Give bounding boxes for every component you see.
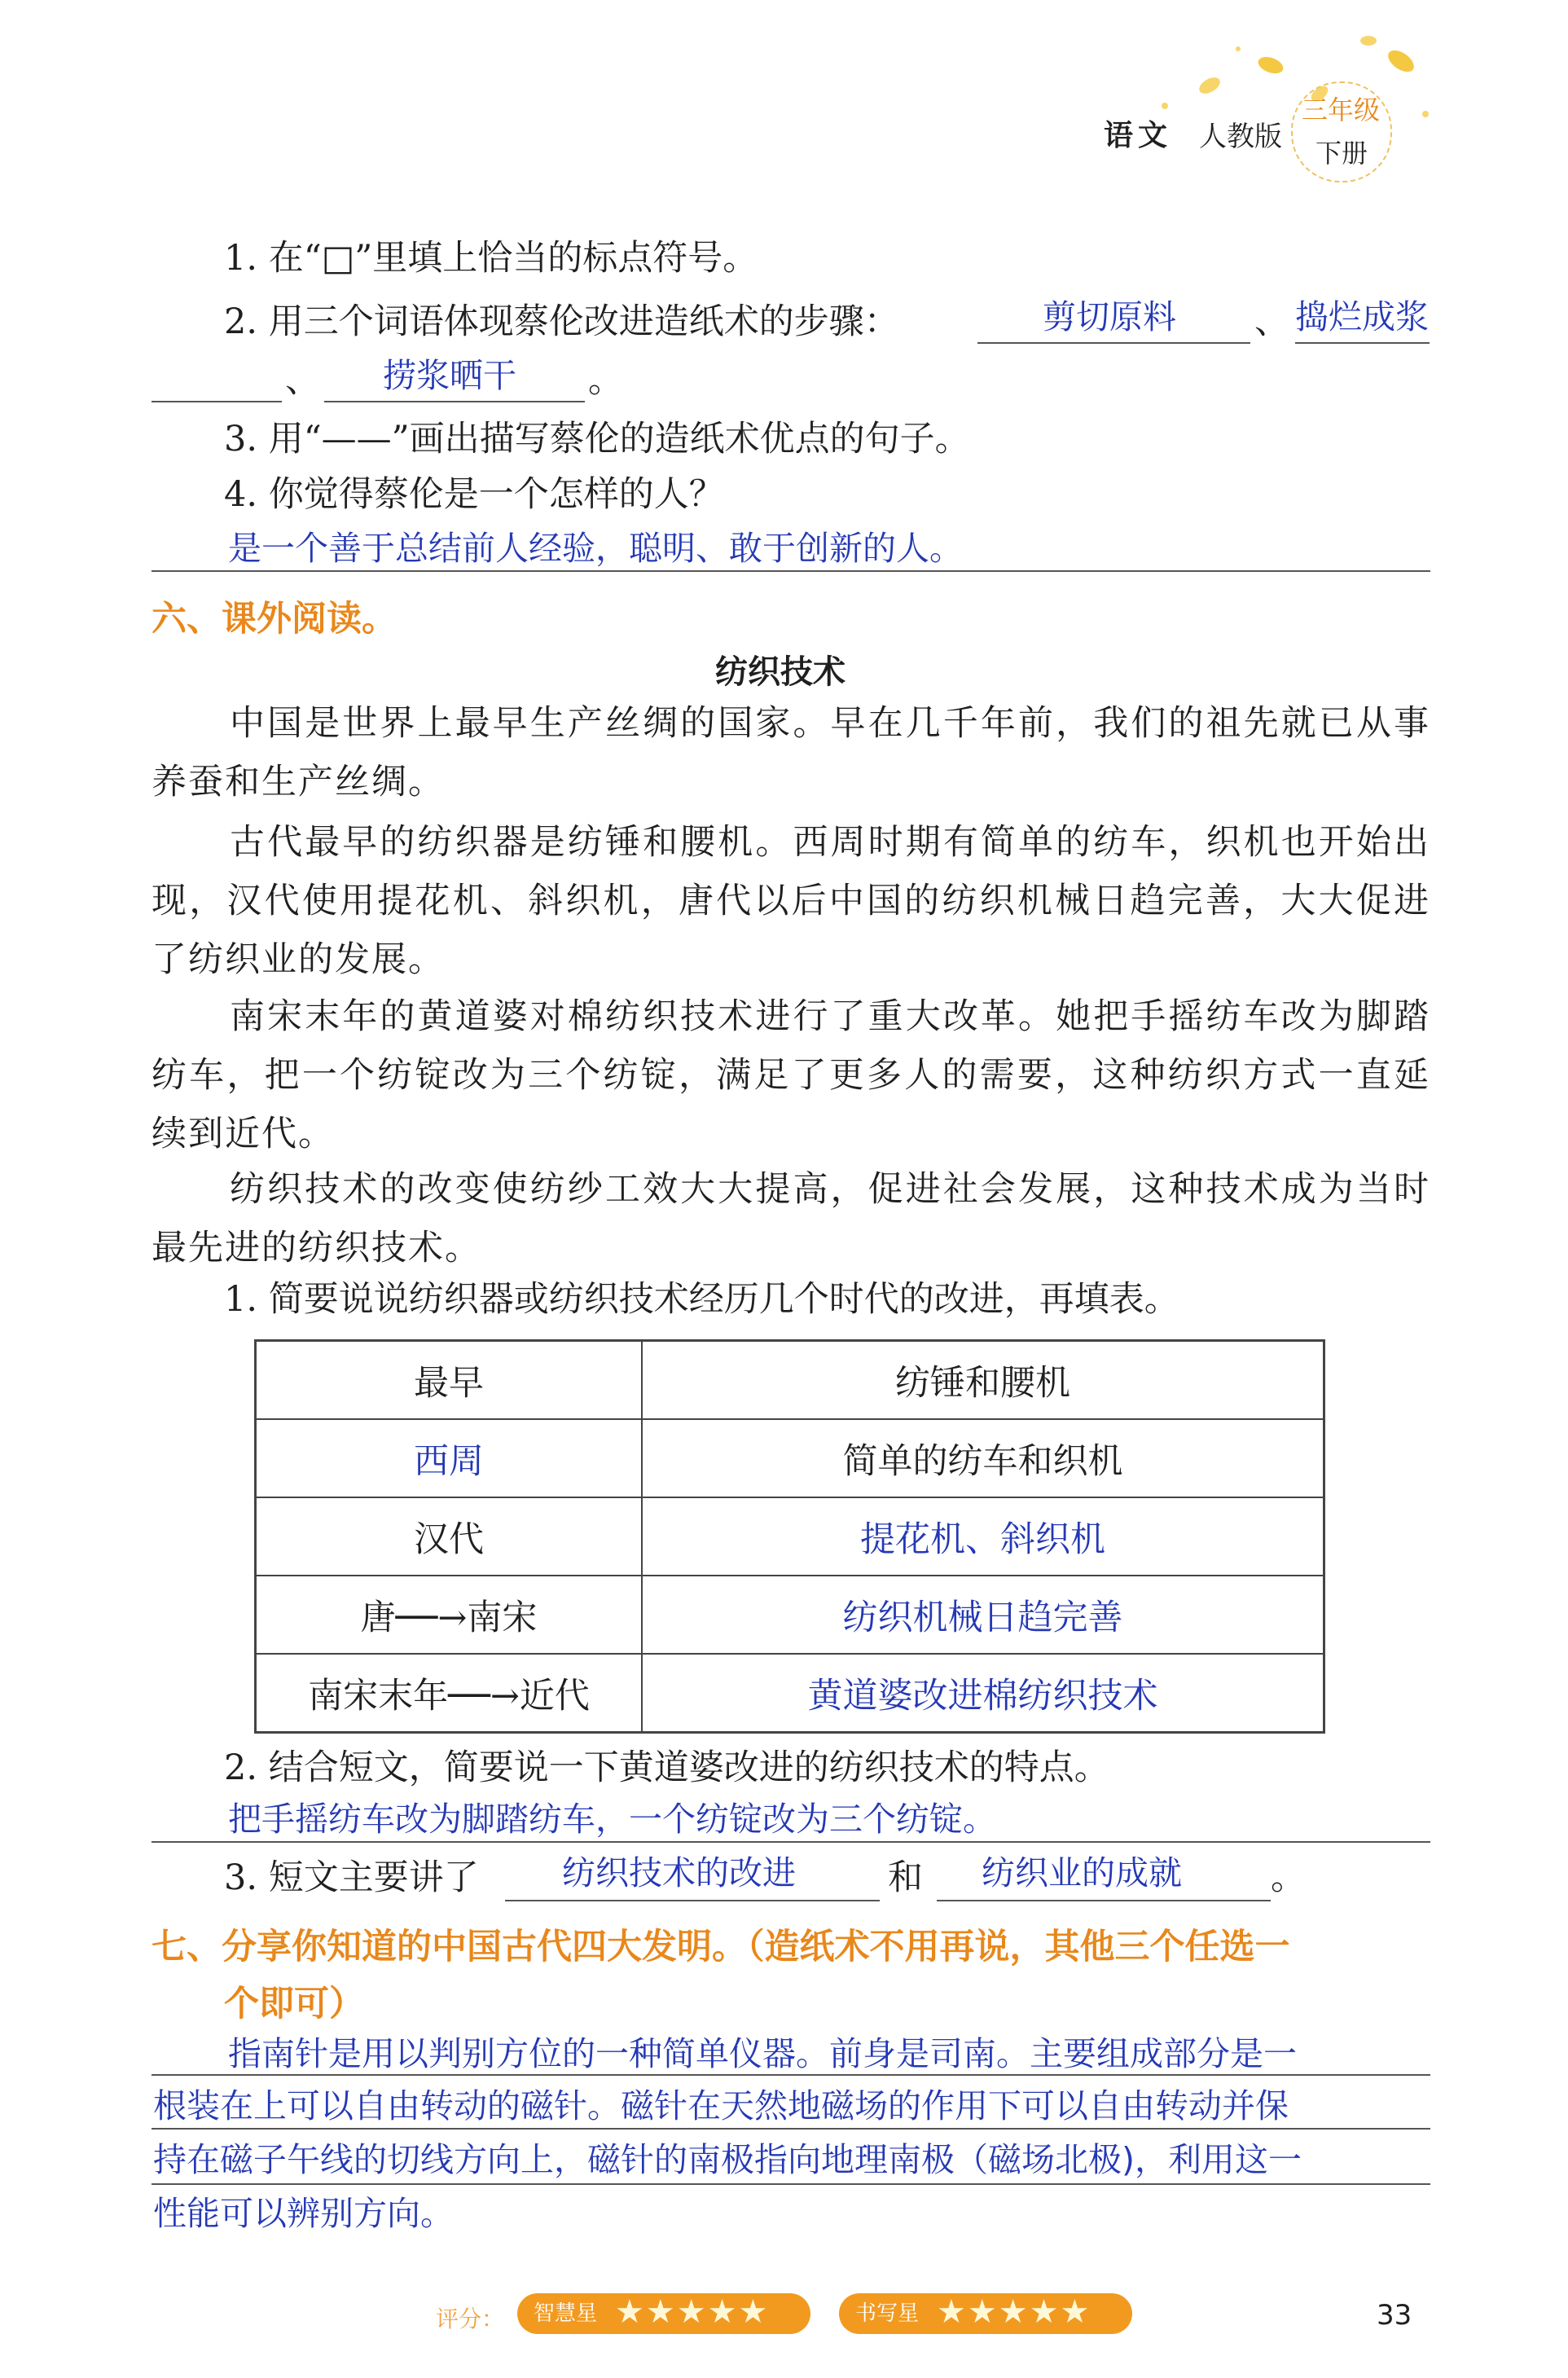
table-row — [256, 1341, 1324, 1420]
question-6-3-mid: 和 — [888, 1857, 923, 1898]
answer-6-2: 把手摇纺车改为脚踏纺车，一个纺锭改为三个纺锭。 — [228, 1800, 996, 1839]
answer-6-3-a: 纺织技术的改进 — [562, 1853, 796, 1892]
question-5-2: 2. 用三个词语体现蔡伦改进造纸术的步骤： — [224, 301, 899, 342]
header-subject: 语文 — [1104, 119, 1173, 152]
wisdom-star-rating — [517, 2293, 810, 2334]
answer-5-2-c: 捞浆晒干 — [383, 356, 516, 395]
star-icon: ★★★★★ — [615, 2293, 770, 2331]
answer-5-2-b: 捣烂成浆 — [1295, 297, 1429, 336]
answer-7-rule — [152, 2074, 1430, 2076]
question-5-1: 1. 在“□”里填上恰当的标点符号。 — [224, 238, 758, 279]
table-cell-era: 最早 — [256, 1341, 643, 1420]
table-cell-era: 唐──→南宋 — [256, 1576, 643, 1654]
passage-title: 纺织技术 — [715, 653, 845, 691]
question-5-4: 4. 你觉得蔡伦是一个怎样的人？ — [224, 474, 724, 515]
table-row — [256, 1419, 1324, 1497]
writing-label: 书写星 — [855, 2301, 920, 2326]
table-cell-technology: 黄道婆改进棉纺织技术 — [642, 1654, 1324, 1733]
answer-5-2-a: 剪切原料 — [1043, 297, 1176, 336]
table-cell-technology: 纺织机械日趋完善 — [642, 1576, 1324, 1654]
period: 。 — [1271, 1857, 1306, 1898]
blank-6-3-b — [937, 1900, 1271, 1901]
wisdom-label: 智慧星 — [534, 2301, 598, 2326]
blank-5-2-b-cont — [152, 401, 282, 402]
separator: 、 — [285, 360, 320, 401]
answer-7-rule — [152, 2183, 1430, 2185]
header-volume: 下册 — [1315, 138, 1368, 169]
answer-7-line-3: 持在磁子午线的切线方向上，磁针的南极指向地理南极（磁场北极)，利用这一 — [153, 2140, 1302, 2179]
passage-paragraph-3: 南宋末年的黄道婆对棉纺织技术进行了重大改革。她把手摇纺车改为脚踏纺车，把一个纺锭改为三个纺锭，满足了更多人的需要，这种纺织方式一直延续到近代。 — [152, 996, 1430, 1154]
passage-paragraph-1: 中国是世界上最早生产丝绸的国家。早在几千年前，我们的祖先就已从事养蚕和生产丝绸。 — [152, 703, 1430, 802]
blank-5-4 — [152, 570, 1430, 572]
blank-6-2 — [152, 1841, 1430, 1843]
answer-7-line-1: 指南针是用以判别方位的一种简单仪器。前身是司南。主要组成部分是一 — [228, 2034, 1297, 2073]
passage-paragraph-2: 古代最早的纺织器是纺锤和腰机。西周时期有简单的纺车，织机也开始出现，汉代使用提花机、斜织机，唐代以后中国的纺织机械日趋完善，大大促进了纺织业的发展。 — [152, 822, 1430, 980]
blank-5-2-b — [1295, 342, 1430, 344]
header-edition: 人教版 — [1199, 121, 1282, 153]
question-6-2: 2. 结合短文，简要说一下黄道婆改进的纺织技术的特点。 — [224, 1747, 1109, 1788]
blank-5-2-c — [324, 401, 585, 402]
table-cell-era: 西周 — [256, 1419, 643, 1497]
question-6-3: 3. 短文主要讲了 — [224, 1857, 479, 1898]
question-5-3: 3. 用“——”画出描写蔡伦的造纸术优点的句子。 — [224, 419, 970, 459]
passage-paragraph-4: 纺织技术的改变使纺纱工效大大提高，促进社会发展，这种技术成为当时最先进的纺织技术。 — [152, 1169, 1430, 1268]
answer-7-line-2: 根装在上可以自由转动的磁针。磁针在天然地磁场的作用下可以自由转动并保 — [153, 2086, 1289, 2125]
page-number: 33 — [1377, 2299, 1412, 2332]
table-row — [256, 1654, 1324, 1733]
table-cell-technology: 提花机、斜织机 — [642, 1497, 1324, 1576]
star-icon: ★★★★★ — [937, 2293, 1091, 2331]
table-cell-era: 南宋末年──→近代 — [256, 1654, 643, 1733]
table-row — [256, 1497, 1324, 1576]
blank-5-2-a — [977, 342, 1250, 344]
blank-6-3-a — [505, 1900, 880, 1901]
section-7-heading: 七、分享你知道的中国古代四大发明。（造纸术不用再说，其他三个任选一 — [152, 1927, 1290, 1967]
separator: 、 — [1254, 301, 1289, 342]
period: 。 — [588, 360, 623, 401]
answer-7-line-4: 性能可以辨别方向。 — [153, 2194, 454, 2233]
section-7-heading-cont: 个即可） — [224, 1984, 364, 2024]
table-cell-era: 汉代 — [256, 1497, 643, 1576]
table-cell-technology: 简单的纺车和织机 — [642, 1419, 1324, 1497]
answer-6-3-b: 纺织业的成就 — [982, 1853, 1182, 1892]
score-label: 评分： — [436, 2305, 505, 2332]
era-table — [254, 1339, 1325, 1734]
writing-star-rating — [839, 2293, 1132, 2334]
table-row — [256, 1576, 1324, 1654]
answer-5-4: 是一个善于总结前人经验，聪明、敢于创新的人。 — [228, 529, 963, 568]
question-6-1: 1. 简要说说纺织器或纺织技术经历几个时代的改进，再填表。 — [224, 1279, 1179, 1320]
answer-7-rule — [152, 2128, 1430, 2130]
header-grade: 三年级 — [1302, 95, 1381, 125]
section-6-heading: 六、课外阅读。 — [152, 599, 397, 640]
table-cell-technology: 纺锤和腰机 — [642, 1341, 1324, 1420]
